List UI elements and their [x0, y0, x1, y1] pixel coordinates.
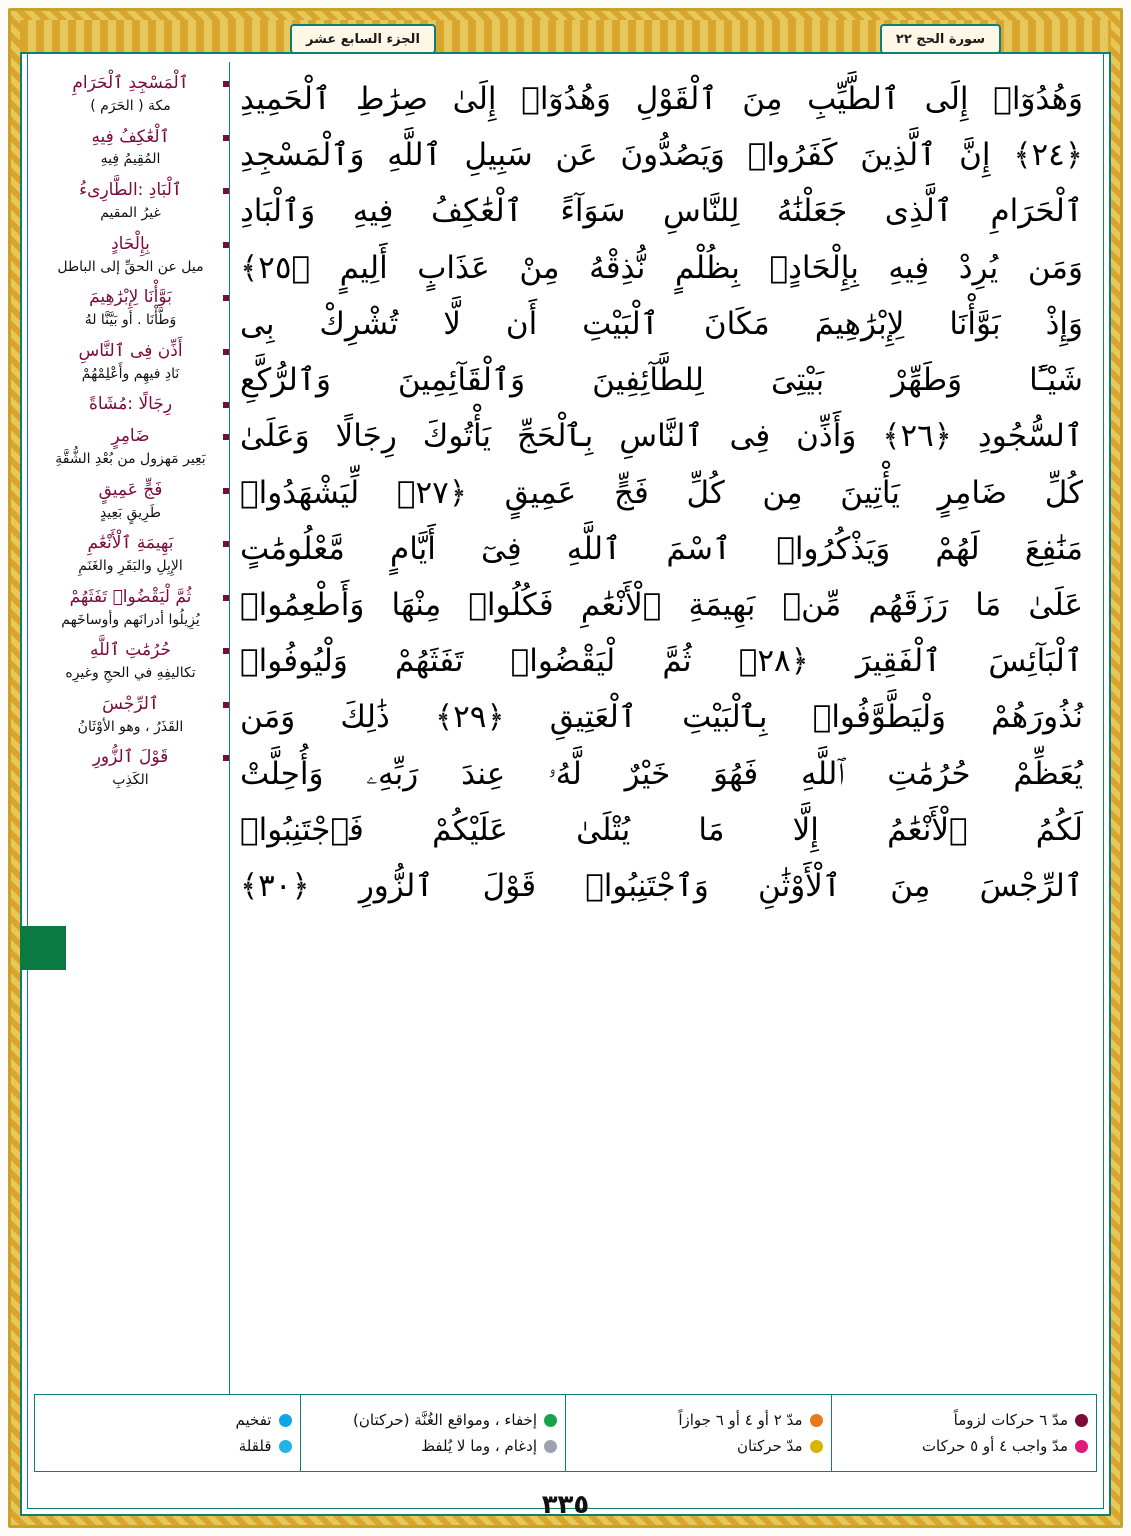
quran-line: مَنَٰفِعَ لَهُمْ وَيَذْكُرُوا۟ ٱسْمَ ٱللَّهِ فِىٓ أَيَّامٍ مَّعْلُومَٰتٍ — [240, 530, 1083, 567]
note-gloss: تكاليفِهِ في الحجِ وغيرِه — [65, 665, 196, 682]
quran-line: عَلَىٰ مَا رَزَقَهُم مِّنۢ بَهِيمَةِ ٱلْأَنْعَٰمِ فَكُلُوا۟ مِنْهَا وَأَطْعِمُوا۟ — [240, 586, 1083, 623]
note-item — [40, 639, 221, 684]
quran-line: وَهُدُوٓا۟ إِلَى ٱلطَّيِّبِ مِنَ ٱلْقَوْلِ وَهُدُوٓا۟ إِلَىٰ صِرَٰطِ ٱلْحَمِيدِ — [240, 81, 1083, 117]
note-gloss: المُقِيمُ فِيهِ — [100, 151, 161, 168]
note-item — [40, 72, 221, 117]
note-headword: ٱلْبَادِ :الطَّارِىءُ — [40, 179, 221, 202]
note-item — [40, 233, 221, 278]
page-number: ٣٣٥ — [541, 1490, 590, 1520]
header-band — [20, 20, 1111, 54]
note-headword: ثُمَّ لْيَقْضُوا۟ تَفَثَهُمْ — [40, 586, 221, 609]
legend-column — [35, 1395, 300, 1471]
legend-label: إخفاء ، ومواقع الغُنَّة (حركتان) — [353, 1411, 537, 1429]
note-headword: أَذِّن فِى ٱلنَّاسِ — [40, 340, 221, 363]
legend-item — [840, 1411, 1089, 1429]
legend-label: قلقلة — [238, 1437, 272, 1455]
quran-line: ٱلرِّجْسَ مِنَ ٱلْأَوْثَٰنِ وَٱجْتَنِبُوا۟ قَوْلَ ٱلزُّورِ ﴿٣٠﴾ — [240, 868, 1083, 905]
surah-title-text: سورة الحج ٢٢ — [895, 31, 985, 47]
green-edge-tab — [20, 926, 66, 970]
juz-title-cartouche — [290, 24, 436, 54]
legend-label: مدّ ٢ أو ٤ أو ٦ جوازاً — [678, 1411, 803, 1429]
legend-item — [309, 1437, 558, 1455]
note-headword: فَجٍّ عَمِيقٍ — [40, 479, 221, 502]
legend-label: تفخيم — [235, 1411, 272, 1429]
note-item — [40, 340, 221, 385]
legend-color-dot — [544, 1414, 557, 1427]
tajweed-legend — [34, 1394, 1097, 1472]
marginal-notes-column — [34, 62, 230, 1416]
quran-line: ٱلسُّجُودِ ﴿٢٦﴾ وَأَذِّن فِى ٱلنَّاسِ بِٱلْحَجِّ يَأْتُوكَ رِجَالًا وَعَلَىٰ — [240, 418, 1083, 455]
legend-item — [43, 1411, 292, 1429]
note-gloss: القَذَرُ ، وهو الأوْثَانُ — [77, 718, 184, 735]
note-headword: بَهِيمَةِ ٱلْأَنْعَٰمِ — [40, 532, 221, 555]
note-item — [40, 179, 221, 224]
note-item — [40, 479, 221, 524]
note-item — [40, 425, 221, 470]
quran-text-column — [230, 62, 1097, 1416]
note-gloss: مكة ( الحَرَم ) — [90, 97, 171, 114]
note-gloss: وَطَّأْنَا . أو بَيَّنَّا لهُ — [84, 312, 177, 329]
legend-item — [574, 1437, 823, 1455]
legend-color-dot — [279, 1414, 292, 1427]
page-content — [34, 62, 1097, 1416]
quran-line: لَكُمُ ٱلْأَنْعَٰمُ إِلَّا مَا يُتْلَىٰ عَلَيْكُمْ فَٱجْتَنِبُوا۟ — [240, 811, 1083, 848]
legend-label: مدّ واجب ٤ أو ٥ حركات — [921, 1437, 1068, 1455]
note-gloss: الكَذِبِ — [112, 772, 149, 789]
surah-title-cartouche — [880, 24, 1001, 54]
quran-line: ٱلْحَرَامِ ٱلَّذِى جَعَلْنَٰهُ لِلنَّاسِ سَوَآءً ٱلْعَٰكِفُ فِيهِ وَٱلْبَادِ — [240, 193, 1083, 230]
legend-label: مدّ حركتان — [737, 1437, 803, 1455]
legend-column — [565, 1395, 831, 1471]
note-item — [40, 693, 221, 738]
legend-color-dot — [810, 1414, 823, 1427]
note-gloss: الإِبِلِ والبَقَرِ والغَنَمِ — [78, 558, 183, 575]
legend-item — [43, 1437, 292, 1455]
note-headword: رِجَالًا :مُشَاةً — [40, 393, 221, 416]
note-item — [40, 746, 221, 791]
legend-label: مدّ ٦ حركات لزوماً — [953, 1411, 1068, 1429]
note-gloss: يُزِيلُوا أدرانَهم وأوساخَهم — [61, 611, 200, 628]
note-item — [40, 126, 221, 171]
note-headword: ٱلرِّجْسَ — [40, 693, 221, 716]
quran-line: نُذُورَهُمْ وَلْيَطَّوَّفُوا۟ بِٱلْبَيْتِ ٱلْعَتِيقِ ﴿٢٩﴾ ذَٰلِكَ وَمَن — [240, 699, 1083, 736]
note-gloss: نَادِ فيهِم وأَعْلِمْهُمْ — [81, 365, 180, 382]
note-item — [40, 532, 221, 577]
note-headword: بِإِلْحَادٍ — [40, 233, 221, 256]
legend-color-dot — [1075, 1440, 1088, 1453]
note-headword: ضَامِرٍ — [40, 425, 221, 448]
note-gloss: بَعِير مَهزول من بُعْدِ الشُّقَّةِ — [55, 451, 206, 468]
quran-line: وَمَن يُرِدْ فِيهِ بِإِلْحَادٍۭ بِظُلْمٍ نُّذِقْهُ مِنْ عَذَابٍ أَلِيمٍ ﴿٢٥﴾ — [240, 249, 1083, 286]
note-item — [40, 393, 221, 416]
note-headword: بَوَّأْنَا لِإِبْرَٰهِيمَ — [40, 286, 221, 309]
juz-title-text: الجزء السابع عشر — [306, 31, 420, 47]
note-gloss: طَرِيقٍ بَعِيدٍ — [99, 504, 162, 521]
quran-line: ٱلْبَآئِسَ ٱلْفَقِيرَ ﴿٢٨﴾ ثُمَّ لْيَقْضُوا۟ تَفَثَهُمْ وَلْيُوفُوا۟ — [240, 643, 1083, 680]
legend-item — [840, 1437, 1089, 1455]
legend-item — [309, 1411, 558, 1429]
quran-line: يُعَظِّمْ حُرُمَٰتِ ٱللَّهِ فَهُوَ خَيْرٌ لَّهُۥ عِندَ رَبِّهِۦ وَأُحِلَّتْ — [240, 755, 1083, 792]
legend-column — [831, 1395, 1097, 1471]
note-headword: حُرُمَٰتِ ٱللَّهِ — [40, 639, 221, 662]
note-gloss: غيرُ المقيم — [100, 205, 161, 221]
note-headword: قَوْلَ ٱلزُّورِ — [40, 746, 221, 769]
legend-color-dot — [1075, 1414, 1088, 1427]
quran-line: شَيْـًٔا وَطَهِّرْ بَيْتِىَ لِلطَّآئِفِينَ وَٱلْقَآئِمِينَ وَٱلرُّكَّعِ — [240, 362, 1083, 399]
legend-color-dot — [810, 1440, 823, 1453]
quran-line: وَإِذْ بَوَّأْنَا لِإِبْرَٰهِيمَ مَكَانَ ٱلْبَيْتِ أَن لَّا تُشْرِكْ بِى — [240, 305, 1083, 342]
legend-label: إدغام ، وما لا يُلفظ — [421, 1437, 537, 1455]
legend-column — [300, 1395, 566, 1471]
legend-color-dot — [544, 1440, 557, 1453]
note-item — [40, 286, 221, 331]
note-item — [40, 586, 221, 631]
quran-line: ﴿٢٤﴾ إِنَّ ٱلَّذِينَ كَفَرُوا۟ وَيَصُدُّونَ عَن سَبِيلِ ٱللَّهِ وَٱلْمَسْجِدِ — [240, 137, 1083, 174]
note-gloss: ميل عن الحقِّ إلى الباطل — [57, 258, 204, 275]
legend-item — [574, 1411, 823, 1429]
quran-line: كُلِّ ضَامِرٍ يَأْتِينَ مِن كُلِّ فَجٍّ عَمِيقٍ ﴿٢٧﴾ لِّيَشْهَدُوا۟ — [240, 474, 1083, 511]
note-headword: ٱلْعَٰكِفُ فِيهِ — [40, 126, 221, 149]
legend-color-dot — [279, 1440, 292, 1453]
note-headword: ٱلْمَسْجِدِ ٱلْحَرَامِ — [40, 72, 221, 95]
